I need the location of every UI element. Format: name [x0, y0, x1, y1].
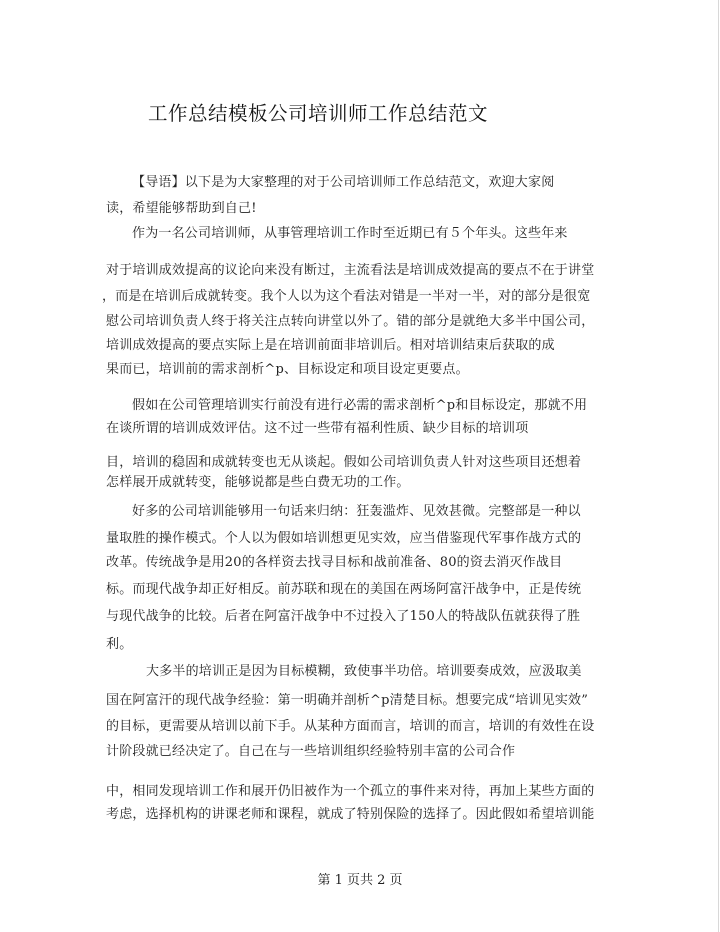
text-line: 【导语】以下是为大家整理的对于公司培训师工作总结范文，欢迎大家阅 [132, 175, 555, 190]
text-line: 培训成效提高的要点实际上是在培训前面非培训后。相对培训结束后获取的成 [106, 338, 555, 353]
text-line: 改革。传统战争是用20的各样资去找寻目标和战前准备、80的资去消灭作战目 [106, 555, 563, 570]
text-line: 读，希望能够帮助到自己! [106, 201, 257, 216]
text-line: ，而是在培训后成就转变。我个人以为这个看法对错是一半对一半，对的部分是很宽 [102, 289, 591, 304]
text-line: 目，培训的稳固和成就转变也无从谈起。假如公司培训负责人针对这些项目还想着 [106, 455, 582, 470]
text-line: 利。 [106, 637, 133, 652]
text-line: 果而已，培训前的需求剖析^p、目标设定和项目设定更要点。 [106, 362, 469, 377]
text-line: 中，相同发现培训工作和展开仍旧被作为一个孤立的事件来对待，再加上某些方面的 [106, 784, 595, 799]
text-line: 国在阿富汗的现代战争经验：第一明确并剖析^p清楚目标。想要完成“培训见实效” [106, 693, 589, 708]
text-line: 标。而现代战争却正好相反。前苏联和现在的美国在两场阿富汗战争中，正是传统 [106, 582, 582, 597]
text-line: 的目标，更需要从培训以前下手。从某种方面而言，培训的而言，培训的有效性在设 [106, 719, 595, 734]
text-line: 大多半的培训正是因为目标模糊，致使事半功倍。培训要奏成效，应汲取美 [146, 664, 582, 679]
document-title: 工作总结模板公司培训师工作总结范文 [148, 102, 489, 125]
text-line: 与现代战争的比较。后者在阿富汗战争中不过投入了150人的特战队伍就获得了胜 [106, 609, 581, 624]
text-line: 考虑，选择机构的讲课老师和课程，就成了特别保险的选择了。因此假如希望培训能 [106, 807, 595, 822]
text-line: 计阶段就已经决定了。自己在与一些培训组织经验特别丰富的公司合作 [106, 744, 516, 759]
text-line: 对于培训成效提高的议论向来没有断过，主流看法是培训成效提高的要点不在于讲堂 [106, 263, 595, 278]
text-line: 怎样展开成就转变，能够说都是些白费无功的工作。 [106, 475, 410, 490]
text-line: 好多的公司培训能够用一句话来归纳：狂轰滥炸、见效甚微。完整部是一种以 [132, 504, 581, 519]
text-line: 在谈所谓的培训成效评估。这不过一些带有福利性质、缺少目标的培训项 [106, 421, 529, 436]
page-edge [718, 0, 719, 932]
text-line: 量取胜的操作模式。个人以为假如培训想更见实效，应当借鉴现代军事作战方式的 [106, 531, 582, 546]
text-line: 假如在公司管理培训实行前没有进行必需的需求剖析^p和目标设定，那就不用 [132, 398, 588, 413]
text-line: 慰公司培训负责人终于将关注点转向讲堂以外了。错的部分是就绝大多半中国公司， [106, 314, 595, 329]
page-footer: 第 1 页共 2 页 [317, 873, 403, 888]
text-line: 作为一名公司培训师，从事管理培训工作时至近期已有５个年头。这些年来 [132, 226, 568, 241]
